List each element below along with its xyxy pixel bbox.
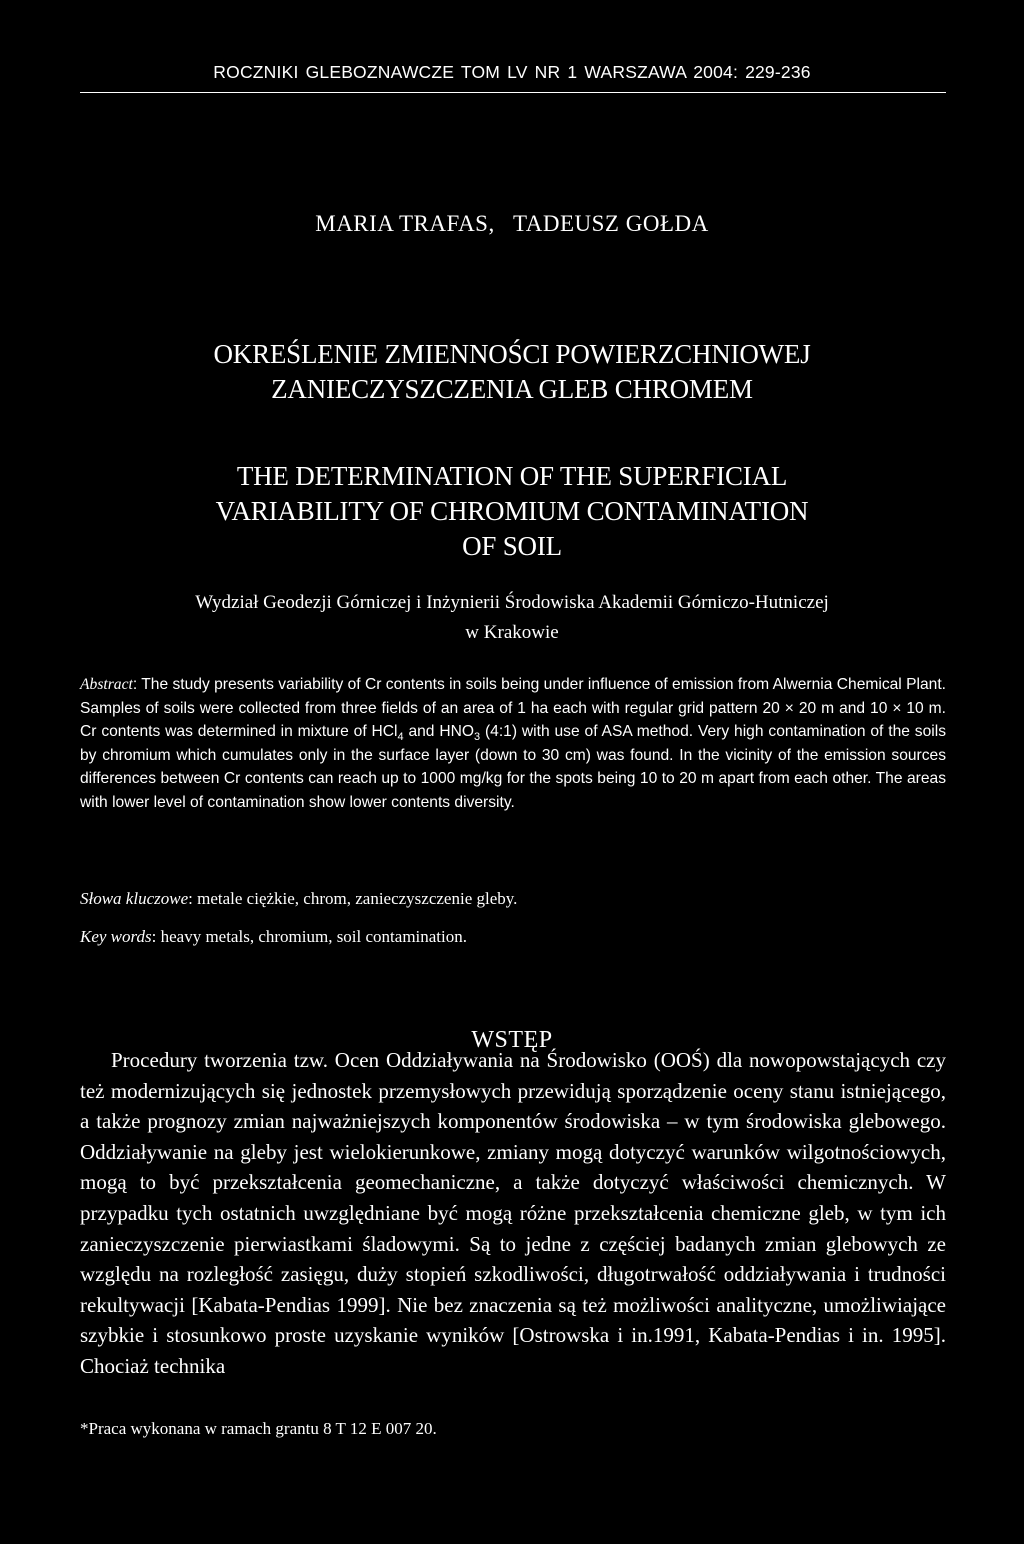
- abstract-subscript-2: 3: [474, 730, 481, 743]
- affiliation: [0, 588, 1024, 648]
- header-rule: [80, 92, 946, 93]
- journal-header: ROCZNIKI GLEBOZNAWCZE TOM LV NR 1 WARSZAWA 2004: 229-236: [213, 62, 811, 82]
- title-english-line-2: VARIABILITY OF CHROMIUM CONTAMINATION: [215, 496, 809, 526]
- abstract-subscript-1: 4: [397, 730, 404, 743]
- title-english-line-1: THE DETERMINATION OF THE SUPERFICIAL: [236, 461, 788, 491]
- title-polish-line-2: ZANIECZYSZCZENIA GLEB CHROMEM: [271, 374, 753, 404]
- title-english-line-3: OF SOIL: [462, 531, 562, 561]
- body-paragraph: Procedury tworzenia tzw. Ocen Oddziaływania na Środowisko (OOŚ) dla nowopowstających czy też modernizujących się jednostek przemysłowych przewidują sporządzenie oceny stanu istniejącego, a także prognozy zmian najważniejszych komponentów środowiska – w tym środowiska glebowego. Oddziaływanie na gleby jest wielokierunkowe, zmiany mogą dotyczyć warunków wilgotnościowych, mogą to być przekształcenia geomechaniczne, a także dotyczyć właściwości chemicznych. W przypadku tych ostatnich uwzględniane być mogą różne przekształcenia chemiczne gleb, w tym ich zanieczyszczenie pierwiastkami śladowymi. Są to jedne z częściej badanych zmian glebowych ze względu na rozległość zasięgu, duży stopień szkodliwości, długotrwałość oddziaływania i trudności rekultywacji [Kabata-Pendias 1999]. Nie bez znaczenia są też możliwości analityczne, umożliwiające szybkie i stosunkowo proste uzyskanie wyników [Ostrowska i in.1991, Kabata-Pendias i in. 1995]. Chociaż technika: [80, 1048, 946, 1378]
- keywords-polish-text: : metale ciężkie, chrom, zanieczyszczenie gleby.: [188, 889, 518, 908]
- keywords-polish-label: Słowa kluczowe: [80, 889, 189, 908]
- abstract-label: Abstract: [80, 676, 133, 693]
- abstract-text-2: and HNO: [403, 723, 475, 740]
- section-title: WSTĘP: [471, 1027, 553, 1053]
- title-english: [0, 459, 1024, 564]
- authors: MARIA TRAFAS, TADEUSZ GOŁDA: [315, 211, 709, 236]
- affiliation-line-2: w Krakowie: [465, 622, 559, 643]
- keywords-polish: [80, 888, 946, 910]
- keywords-english: [80, 926, 946, 948]
- title-polish: [0, 337, 1024, 407]
- footnote: *Praca wykonana w ramach grantu 8 T 12 E 007 20.: [80, 1419, 437, 1438]
- keywords-english-text: : heavy metals, chromium, soil contamination.: [151, 927, 468, 946]
- abstract-text-1: : The study presents variability of Cr contents in soils being under influence of emission from Alwernia Chemical Plant. Samples of soils were collected from three fields of an area of 1 ha each with regular grid pattern 20 × 20 m and 10 × 10 m. Cr contents was determined in mixture of HCl: [80, 676, 946, 740]
- abstract-text-3: (4:1) with use of ASA method. Very high contamination of the soils by chromium which cumulates only in the surface layer (down to 30 cm) was found. In the vicinity of the emission sources differences between Cr contents can reach up to 1000 mg/kg for the spots being 10 to 20 m apart from each other. The areas with lower level of contamination show lower contents diversity.: [80, 723, 946, 811]
- abstract: [80, 673, 946, 814]
- title-polish-line-1: OKREŚLENIE ZMIENNOŚCI POWIERZCHNIOWEJ: [213, 339, 811, 369]
- affiliation-line-1: Wydział Geodezji Górniczej i Inżynierii Środowiska Akademii Górniczo-Hutniczej: [195, 592, 829, 613]
- keywords-english-label: Key words: [80, 927, 152, 946]
